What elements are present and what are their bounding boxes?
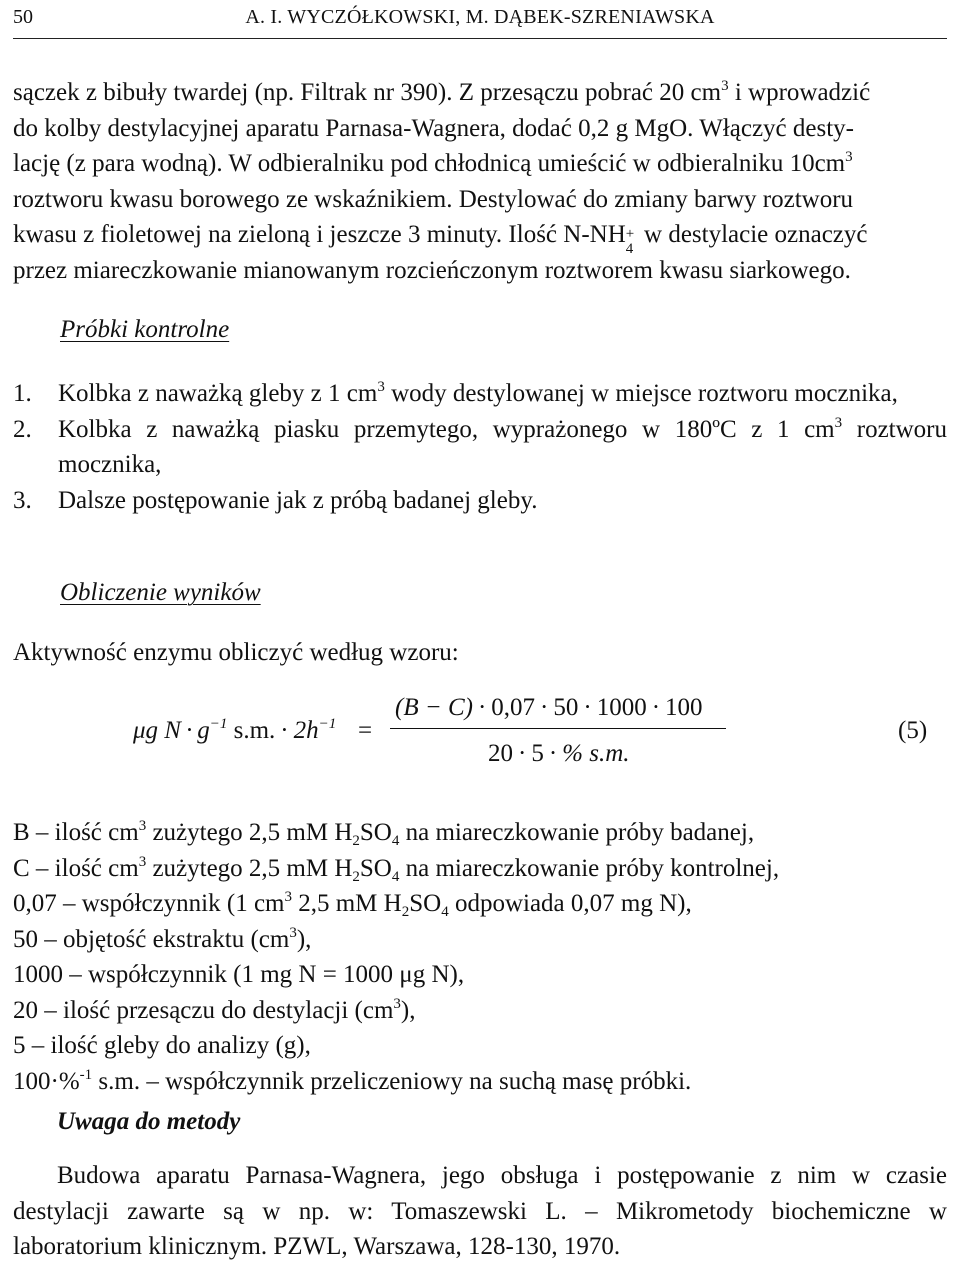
definition-row: 5 – ilość gleby do analizy (g), [13, 1032, 311, 1059]
paragraph-line: sączek z bibuły twardej (np. Filtrak nr 390). Z przesączu pobrać 20 $cm^3$ i wprowadzić [13, 78, 871, 106]
list-item: 1. Kolbka z naważką gleby z 1 $cm^3$ wody destylowanej w miejsce roztworu mocznika, [13, 379, 898, 407]
equation-number: (5) [898, 717, 928, 744]
note-paragraph: Budowa aparatu Parnasa-Wagnera, jego obsługa i postępowanie z nim w czasie destylacji zawarte są w np. w: Tomaszewski L. – Mikrometody biochemiczne w laboratorium klinicznym. PZWL, Warszawa, 128-130, 1970. [13, 1162, 947, 1260]
running-header [13, 0, 947, 39]
calculation-intro: Aktywność enzymu obliczyć według wzoru: [13, 639, 459, 666]
activity-formula [0, 690, 960, 780]
section-heading-controls: Próbki kontrolne [60, 316, 230, 343]
definition-row: 50 – objętość ekstraktu $(cm^3)$, [13, 924, 312, 953]
controls-list [13, 376, 947, 518]
paragraph-line: lację (z para wodną). W odbieralniku pod chłodnicą umieścić w odbieralniku $10cm^3$ [13, 149, 853, 177]
list-item: 3. Dalsze postępowanie jak z próbą badanej gleby. [13, 486, 538, 514]
paragraph-line: kwasu z fioletowej na zieloną i jeszcze 3 minuty. Ilość N-NH + 4 w destylacie oznaczyć [13, 221, 868, 257]
list-item: 2. Kolbka z naważką piasku przemytego, wyprażonego w 180ºC z 1 $cm^3$ roztworu mocznika, [13, 414, 947, 478]
definition-row: C – ilość $cm^3$ zużytego 2,5 mM $H_2SO_4$ na miareczkowanie próby kontrolnej, [13, 853, 780, 885]
method-paragraph [13, 75, 947, 288]
fraction-bar [390, 728, 726, 729]
page-number: 50 [13, 6, 33, 28]
formula-equals: = [358, 717, 373, 744]
section-heading-calculation: Obliczenie wyników [60, 579, 261, 606]
definition-row: 0,07 – współczynnik (1 $cm^3$ 2,5 mM $H_2SO_4$ odpowiada 0,07 mg N), [13, 889, 692, 920]
definition-row: 1000 – współczynnik (1 mg N = 1000 μg N), [13, 961, 465, 988]
definition-row: 20 – ilość przesączu do destylacji $(cm^3)$, [13, 995, 416, 1024]
paragraph-line: przez miareczkowanie mianowanym rozcieńczonym roztworem kwasu siarkowego. [13, 256, 851, 284]
formula-denominator: 20 · 5 · % s.m. [488, 740, 630, 767]
definition-row: 100·%$^{-1}$ s.m. – współczynnik przeliczeniowy na suchą masę próbki. [13, 1066, 692, 1095]
formula-numerator: (B − C) · 0,07 · 50 · 1000 · 100 [395, 694, 703, 721]
header-authors: A. I. WYCZÓŁKOWSKI, M. DĄBEK-SZRENIAWSKA [245, 6, 715, 28]
variable-definitions [13, 815, 947, 1099]
formula-lhs: μg $N \cdot g^{-1}$ s.m. · $2h^{-1}$ [133, 716, 337, 744]
definition-row: B – ilość $cm^3$ zużytego 2,5 mM $H_2SO_4$ na miareczkowanie próby badanej, [13, 818, 755, 849]
paragraph-line: do kolby destylacyjnej aparatu Parnasa-Wagnera, dodać 0,2 g MgO. Włączyć desty- [13, 114, 854, 142]
note-heading: Uwaga do metody [57, 1108, 241, 1135]
paragraph-line: roztworu kwasu borowego ze wskaźnikiem. Destylować do zmiany barwy roztworu [13, 185, 854, 213]
